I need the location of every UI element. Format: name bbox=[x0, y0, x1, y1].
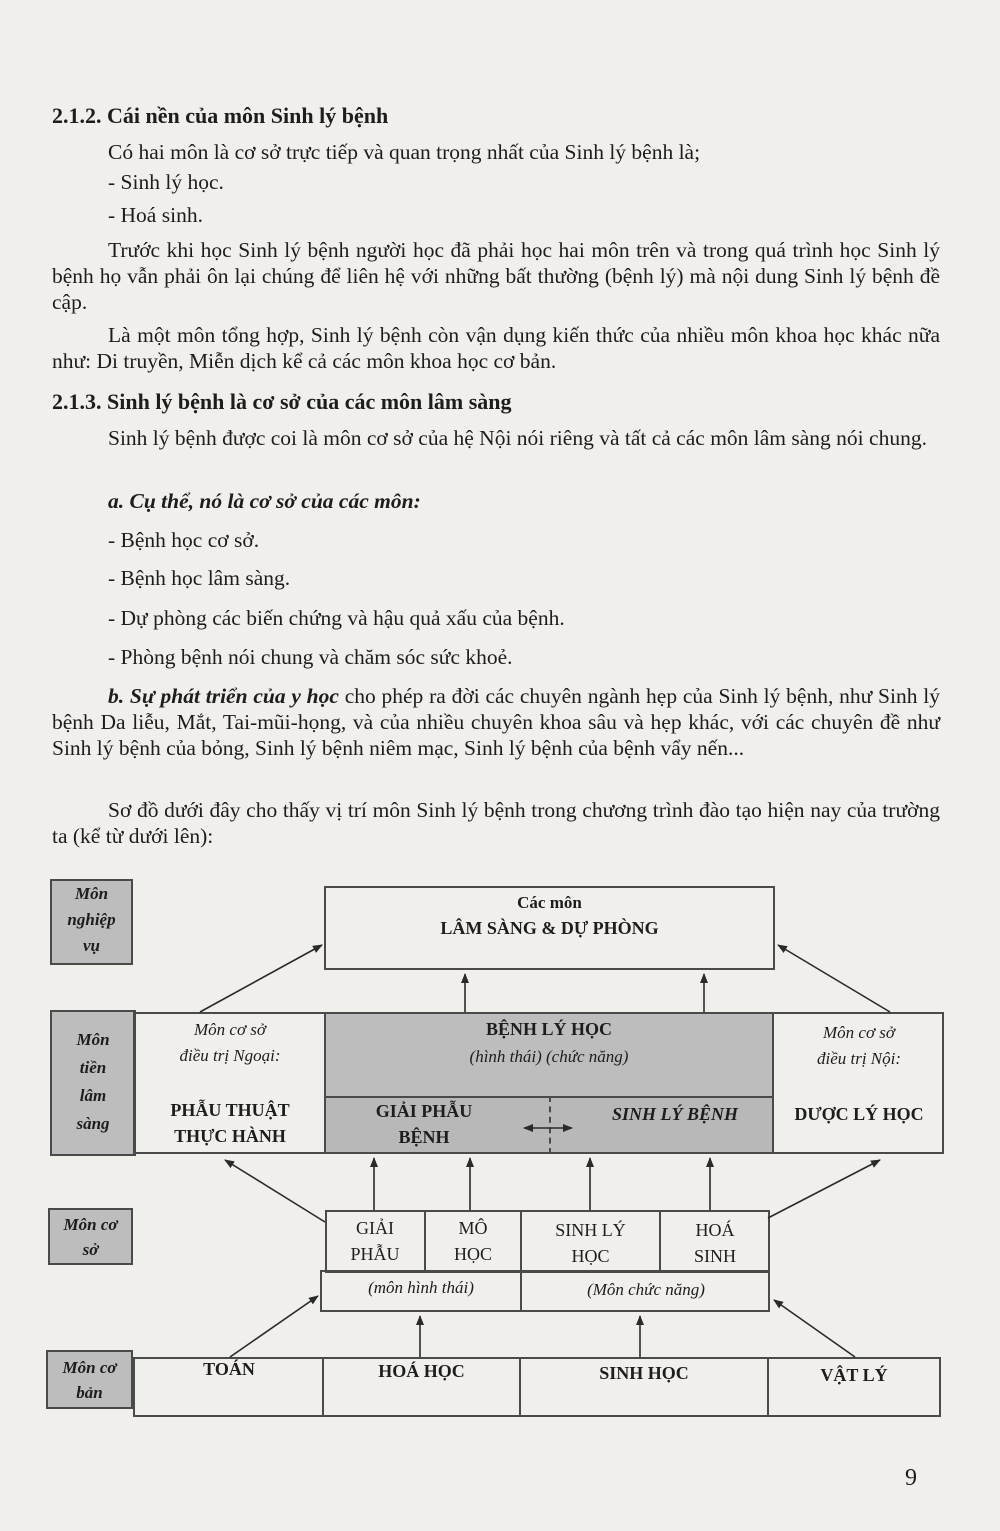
list-item: - Dự phòng các biến chứng và hậu quả xấu của bệnh. bbox=[108, 606, 565, 630]
pathology-subtitle: (hình thái) (chức năng) bbox=[469, 1047, 629, 1066]
surgical-label-2: điều trị Ngoại: bbox=[179, 1046, 281, 1065]
subheading-a: a. Cụ thể, nó là cơ sở của các môn: bbox=[108, 489, 421, 513]
level-label-text: tiền bbox=[79, 1058, 107, 1077]
biochemistry-1: HOÁ bbox=[695, 1220, 735, 1240]
paragraph: Sơ đồ dưới đây cho thấy vị trí môn Sinh lý bệnh trong chương trình đào tạo hiện nay của trường ta (kể từ dưới lên): bbox=[52, 798, 940, 848]
pathological-anatomy-2: BỆNH bbox=[398, 1127, 450, 1147]
list-item: - Bệnh học cơ sở. bbox=[108, 528, 260, 552]
page-number: 9 bbox=[905, 1465, 917, 1491]
internal-label-1: Môn cơ sở bbox=[823, 1023, 895, 1042]
pharmacology-label: DƯỢC LÝ HỌC bbox=[794, 1104, 924, 1124]
anatomy-1: GIẢI bbox=[356, 1218, 394, 1238]
chemistry-label: HOÁ HỌC bbox=[378, 1361, 465, 1381]
paragraph-b-text: cho phép ra đời các chuyên ngành hẹp của Sinh lý bệnh, như Sinh lý bệnh Da liễu, Mắt, Tai-mũi-họng, và của nhiều chuyên khoa sâu và hẹp khác, với các chuyên đề như Sinh lý bệnh của bỏng, Sinh lý bệnh niêm mạc, Sinh lý bệnh của bệnh vẩy nến... bbox=[52, 684, 940, 760]
section-heading-212: 2.1.2. Cái nền của môn Sinh lý bệnh bbox=[52, 103, 389, 128]
histology-2: HỌC bbox=[453, 1244, 492, 1264]
pathological-anatomy-1: GIẢI PHẪU bbox=[375, 1101, 473, 1121]
surgery-practice-2: THỰC HÀNH bbox=[174, 1126, 286, 1146]
physics-label: VẬT LÝ bbox=[820, 1365, 888, 1385]
clinical-line2: LÂM SÀNG & DỰ PHÒNG bbox=[440, 918, 659, 938]
subheading-b: b. Sự phát triển của y học bbox=[108, 684, 339, 708]
level-label-text: bản bbox=[76, 1383, 103, 1402]
list-item: - Sinh lý học. bbox=[108, 170, 224, 194]
function-label: (Môn chức năng) bbox=[587, 1280, 705, 1299]
internal-label-2: điều trị Nội: bbox=[816, 1049, 902, 1068]
morphology-label: (môn hình thái) bbox=[368, 1278, 474, 1297]
level-label-text: Môn cơ bbox=[62, 1358, 117, 1377]
level-label-text: sàng bbox=[76, 1114, 110, 1133]
surgery-practice-1: PHẪU THUẬT bbox=[170, 1100, 290, 1120]
level-label-text: vụ bbox=[83, 936, 100, 955]
biology-label: SINH HỌC bbox=[599, 1363, 689, 1383]
level-label-text: lâm bbox=[79, 1086, 107, 1105]
surgical-label-1: Môn cơ sở bbox=[194, 1020, 266, 1039]
level-label-text: nghiệp bbox=[67, 910, 116, 929]
paragraph: Trước khi học Sinh lý bệnh người học đã phải học hai môn trên và trong quá trình học Sinh lý bệnh họ vẫn phải ôn lại chúng để liên hệ với những bất thường (bệnh lý) mà nội dung Sinh lý bệnh đề cập. bbox=[52, 238, 940, 314]
paragraph: Là một môn tổng hợp, Sinh lý bệnh còn vận dụng kiến thức của nhiều môn khoa học khác nữa như: Di truyền, Miễn dịch kể cả các môn khoa học cơ bản. bbox=[52, 323, 940, 373]
physiology-2: HỌC bbox=[571, 1246, 610, 1266]
pathophysiology-label: SINH LÝ BỆNH bbox=[611, 1104, 739, 1124]
clinical-line1: Các môn bbox=[517, 893, 582, 912]
pathology-title: BỆNH LÝ HỌC bbox=[485, 1019, 613, 1039]
math-label: TOÁN bbox=[203, 1359, 255, 1379]
level-label-text: Môn bbox=[76, 1030, 110, 1049]
paragraph: Sinh lý bệnh được coi là môn cơ sở của hệ Nội nói riêng và tất cả các môn lâm sàng nói chung. bbox=[108, 426, 927, 450]
list-item: - Phòng bệnh nói chung và chăm sóc sức khoẻ. bbox=[108, 645, 513, 669]
list-item: - Hoá sinh. bbox=[108, 203, 203, 227]
anatomy-2: PHẪU bbox=[350, 1244, 400, 1264]
section-heading-213: 2.1.3. Sinh lý bệnh là cơ sở của các môn lâm sàng bbox=[52, 389, 512, 414]
physiology-1: SINH LÝ bbox=[555, 1220, 626, 1240]
level-label-text: Môn cơ bbox=[63, 1215, 118, 1234]
level-label-text: Môn bbox=[74, 884, 109, 903]
level-label-text: sở bbox=[82, 1240, 99, 1259]
section-212-intro: Có hai môn là cơ sở trực tiếp và quan trọng nhất của Sinh lý bệnh là; bbox=[108, 140, 701, 164]
histology-1: MÔ bbox=[458, 1218, 488, 1238]
biochemistry-2: SINH bbox=[693, 1246, 736, 1266]
list-item: - Bệnh học lâm sàng. bbox=[108, 566, 291, 590]
